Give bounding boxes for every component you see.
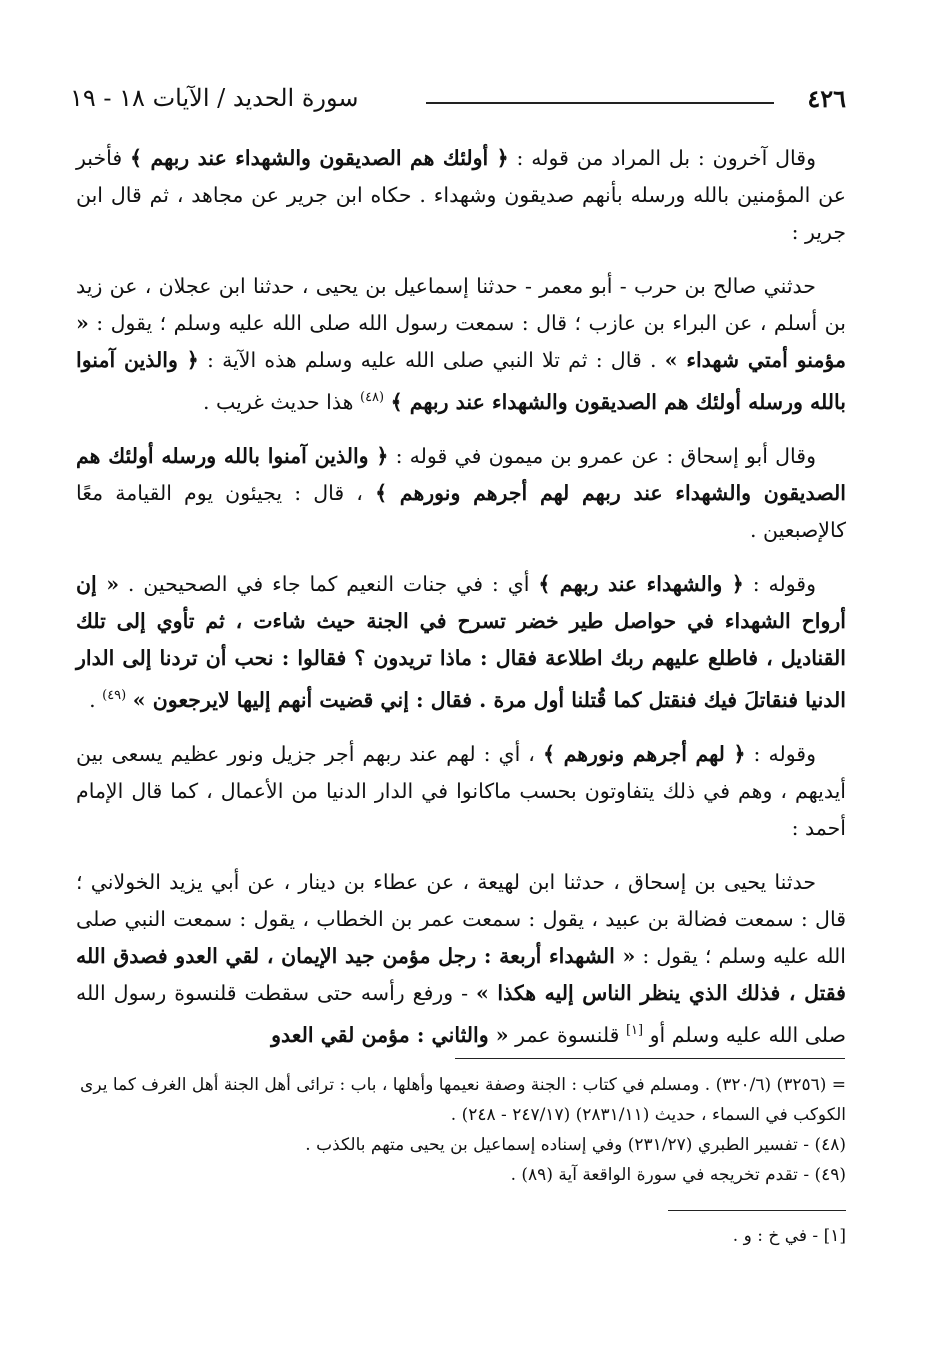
footnote: (٤٩) - تقدم تخريجه في سورة الواقعة آية (٨٩) .	[510, 1165, 846, 1185]
page-number: ٤٢٦	[807, 84, 846, 113]
footnote-ref: (٤٩)	[102, 687, 127, 703]
paragraph-6	[76, 864, 846, 1054]
text: قلنسوة عمر	[515, 1022, 620, 1047]
footnote: (٤٨) - تفسير الطبري (٢٣١/٢٧) وفي إسناده إسماعيل بن يحيى متهم بالكذب .	[305, 1135, 846, 1155]
paragraph-2	[76, 268, 846, 421]
paragraph-4	[76, 566, 846, 719]
text: حدثنا يحيى بن إسحاق ، حدثنا ابن لهيعة ، عن عطاء بن دينار ، عن أبي يزيد الخولاني ؛ قال : سمعت فضالة بن عبيد ، يقول : سمعت عمر بن الخطاب ، يقول : سمعت النبي صلى الله عليه وسلم ؛ يقول :	[76, 869, 846, 968]
running-title: سورة الحديد / الآيات ١٨ - ١٩	[70, 84, 359, 112]
header-rule	[426, 102, 774, 104]
text: حدثني صالح بن حرب - أبو معمر - حدثنا إسماعيل بن يحيى ، حدثنا ابن عجلان ، عن زيد بن أسلم ، عن البراء بن عازب ؛ قال : سمعت رسول الله صلى الله عليه وسلم ؛ يقول :	[76, 274, 846, 335]
editor-note: [١] - في خ : و .	[732, 1226, 846, 1246]
paragraph-3	[76, 438, 846, 549]
text: فأخبر عن المؤمنين بالله ورسله بأنهم صديقون وشهداء . حكاه ابن جرير عن مجاهد ، ثم قال ابن جرير :	[76, 146, 846, 244]
footnote-ref: (٤٨)	[359, 390, 385, 405]
text: .	[89, 687, 96, 712]
paragraph-1	[76, 140, 846, 251]
quran-quote: ﴿ لهم أجرهم ونورهم ﴾	[542, 741, 746, 766]
footnotes	[76, 1070, 846, 1190]
text: . قال : ثم تلا النبي صلى الله عليه وسلم هذه الآية :	[206, 348, 657, 372]
footnote-ref: [١]	[625, 1022, 644, 1038]
quran-quote: ﴿ والشهداء عند ربهم ﴾	[538, 571, 744, 596]
quran-quote: ﴿ والذين آمنوا بالله ورسله أولئك هم الصديقون والشهداء عند ربهم ﴾	[76, 348, 846, 414]
notes-rule	[668, 1210, 846, 1211]
footnote: = (٣٢٥٦) (٣٢٠/٦) . ومسلم في كتاب : الجنة وصفة نعيمها وأهلها ، باب : ترائى أهل الجنة أهل الغرف كما يرى الكوكب في السماء ، حديث (٢٨٣١/١١) (٢٤٧/١٧ - ٢٤٨) .	[80, 1075, 846, 1125]
body-text	[76, 140, 846, 1070]
editor-notes	[76, 1226, 846, 1246]
quran-quote: ﴿ أولئك هم الصديقون والشهداء عند ربهم ﴾	[130, 146, 509, 170]
paragraph-5	[76, 736, 846, 847]
text: وقال أبو إسحاق : عن عمرو بن ميمون في قوله :	[395, 443, 816, 468]
text: ، أي : لهم عند ربهم أجر جزيل ونور عظيم يسعى بين أيديهم ، وهم في ذلك يتفاوتون بحسب ماكانوا في الدار الدنيا من الأعمال ، كما قال الإمام أحمد :	[76, 741, 846, 840]
text: ، قال : يجيئون يوم القيامة معًا كالإصبعين .	[76, 480, 846, 542]
hadith-quote: « مؤمنو أمتي شهداء »	[76, 311, 846, 372]
hadith-quote: « إن أرواح الشهداء في حواصل طير خضر تسرح في الجنة حيث شاءت ، ثم تأوي إلى تلك القناديل ، فاطلع عليهم ربك اطلاعة فقال : ماذا تريدون ؟ فقالوا : نحب أن تردنا إلى الدار الدنيا فنقاتلَ فيك فنقتل كما قُتلنا أول مرة . فقال : إني قضيت أنهم إليها لايرجعون »	[76, 571, 846, 712]
text: وقوله :	[753, 741, 816, 766]
text: - ورفع رأسه حتى سقطت قلنسوة رسول الله صلى الله عليه وسلم أو	[76, 980, 846, 1047]
quran-quote: ﴿ والذين آمنوا بالله ورسله أولئك هم الصديقون والشهداء عند ربهم لهم أجرهم ونورهم ﴾	[76, 443, 846, 505]
page-header	[70, 78, 846, 118]
text: أي : في جنات النعيم كما جاء في الصحيحين .	[127, 571, 530, 596]
footnote-rule	[455, 1058, 845, 1059]
hadith-quote: « الشهداء أربعة : رجل مؤمن جيد الإيمان ، لقي العدو فصدق الله فقتل ، فذلك الذي ينظر الناس إليه هكذا »	[76, 943, 846, 1005]
text: وقوله :	[752, 571, 816, 596]
text: وقال آخرون : بل المراد من قوله :	[516, 146, 816, 170]
text: هذا حديث غريب .	[202, 389, 354, 414]
hadith-quote: « والثاني : مؤمن لقي العدو	[271, 1022, 509, 1047]
